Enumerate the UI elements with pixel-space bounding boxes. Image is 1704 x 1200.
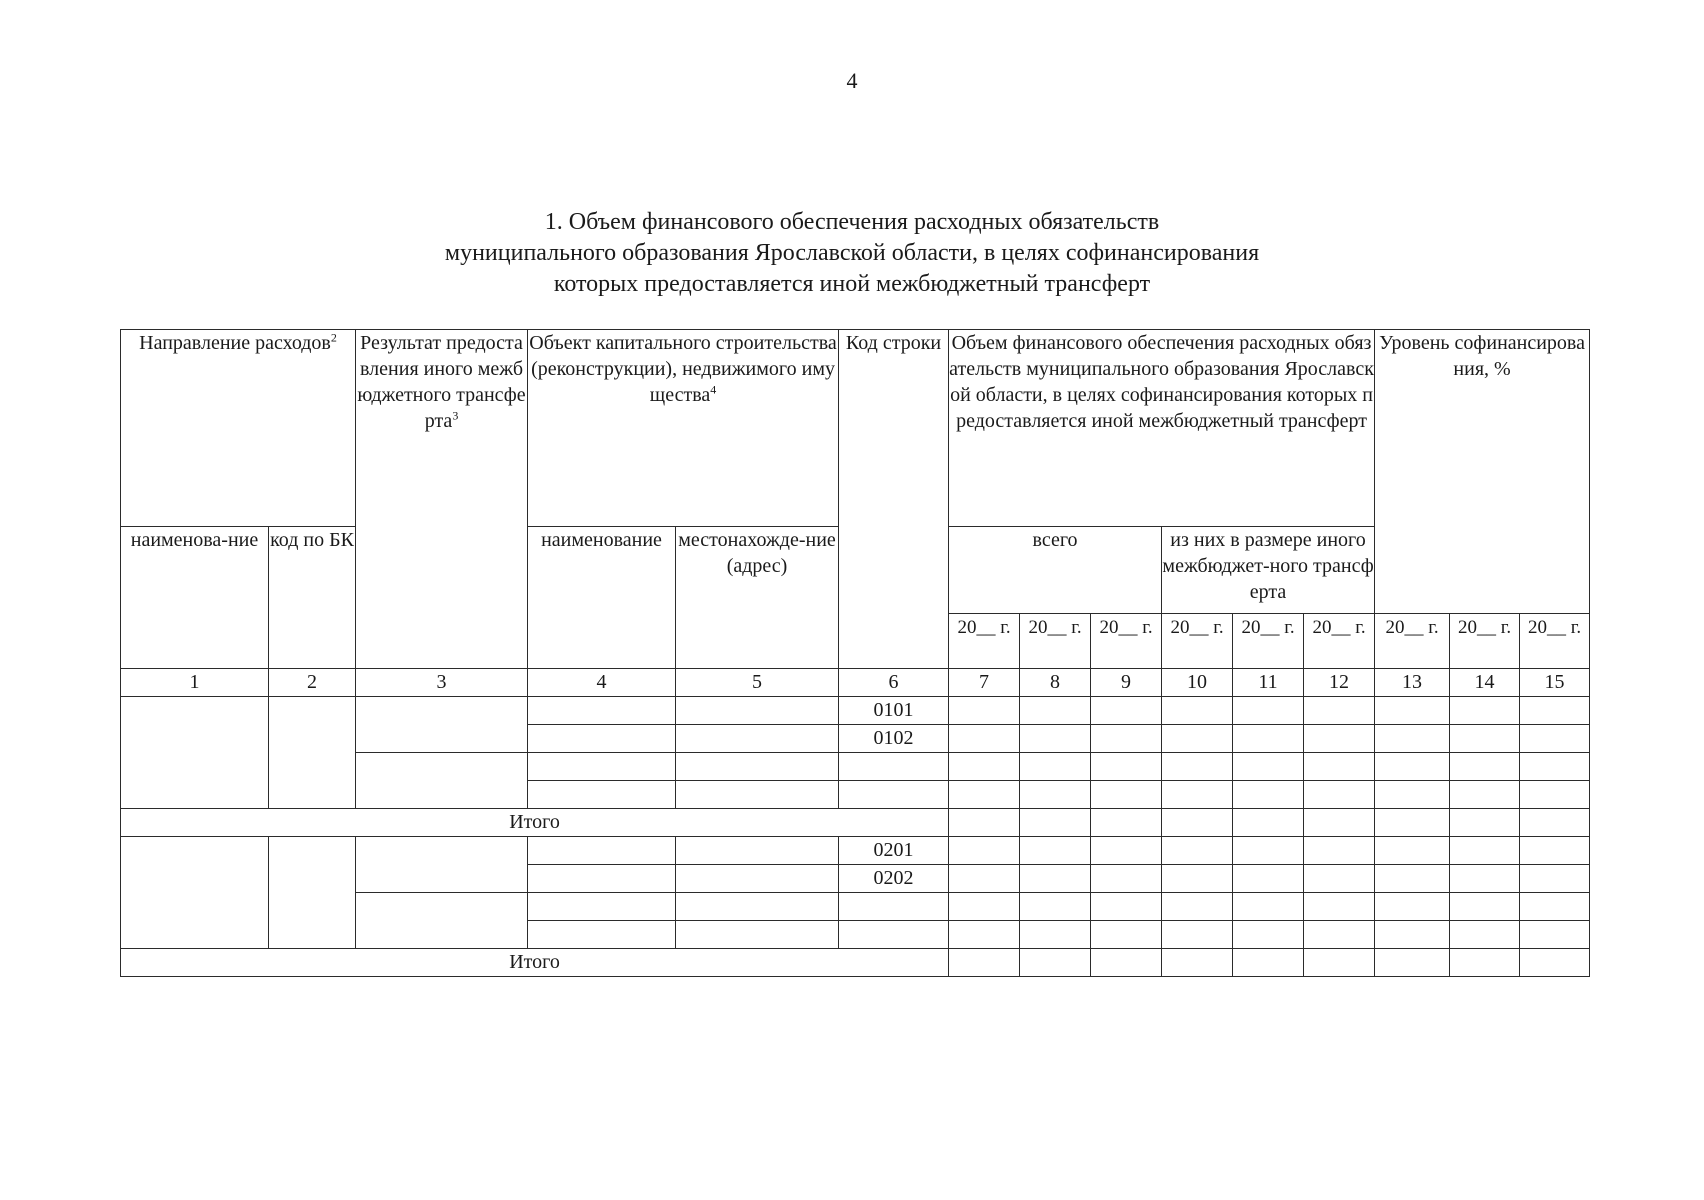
- column-number-row: [121, 669, 1590, 697]
- header-dir-code: код по БК: [269, 527, 356, 669]
- value-cell[interactable]: [1520, 837, 1590, 865]
- column-number: 6: [839, 669, 949, 697]
- table-row: [121, 697, 1590, 725]
- value-cell[interactable]: [1020, 921, 1091, 949]
- value-cell[interactable]: [1091, 809, 1162, 837]
- column-number: 2: [269, 669, 356, 697]
- obj-location-cell[interactable]: [676, 697, 839, 725]
- value-cell[interactable]: [949, 781, 1020, 809]
- value-cell[interactable]: [1162, 837, 1233, 865]
- obj-name-cell[interactable]: [528, 697, 676, 725]
- column-number: 7: [949, 669, 1020, 697]
- value-cell[interactable]: [1162, 753, 1233, 781]
- value-cell[interactable]: [1450, 753, 1520, 781]
- value-cell[interactable]: [1020, 809, 1091, 837]
- value-cell[interactable]: [1233, 893, 1304, 921]
- header-level: Уровень софинансирования, %: [1375, 330, 1590, 614]
- header-row-code: Код строки: [839, 330, 949, 669]
- obj-location-cell[interactable]: [676, 921, 839, 949]
- value-cell[interactable]: [1091, 865, 1162, 893]
- value-cell[interactable]: [1375, 865, 1450, 893]
- value-cell[interactable]: [1304, 837, 1375, 865]
- value-cell[interactable]: [1162, 697, 1233, 725]
- header-object: Объект капитального строительства (реконструкции), недвижимого имущества$^4$: [528, 330, 839, 527]
- obj-name-cell[interactable]: [528, 725, 676, 753]
- total-row: [121, 809, 1590, 837]
- value-cell[interactable]: [1162, 893, 1233, 921]
- obj-name-cell[interactable]: [528, 753, 676, 781]
- header-of-which: из них в размере иного межбюджет-ного трансферта: [1162, 527, 1375, 614]
- value-cell[interactable]: [1162, 865, 1233, 893]
- value-cell[interactable]: [1520, 697, 1590, 725]
- obj-name-cell[interactable]: [528, 837, 676, 865]
- value-cell[interactable]: [1233, 809, 1304, 837]
- value-cell[interactable]: [1020, 725, 1091, 753]
- dir-code-cell[interactable]: [269, 697, 356, 809]
- value-cell[interactable]: [1450, 921, 1520, 949]
- value-cell[interactable]: [1162, 921, 1233, 949]
- value-cell[interactable]: [949, 753, 1020, 781]
- value-cell[interactable]: [1304, 725, 1375, 753]
- value-cell[interactable]: [1233, 753, 1304, 781]
- value-cell[interactable]: [1233, 697, 1304, 725]
- result-cell[interactable]: [356, 753, 528, 809]
- header-volume: Объем финансового обеспечения расходных обязательств муниципального образования Ярославской области, в целях софинансирования которых предоставляется иной межбюджетный трансферт: [949, 330, 1375, 527]
- value-cell[interactable]: [1020, 865, 1091, 893]
- total-row: [121, 949, 1590, 977]
- value-cell[interactable]: [1020, 753, 1091, 781]
- row-code-cell[interactable]: [839, 781, 949, 809]
- year-header: 20__ г.: [949, 614, 1020, 669]
- value-cell[interactable]: [1375, 837, 1450, 865]
- row-code-cell[interactable]: [839, 753, 949, 781]
- value-cell[interactable]: [1304, 781, 1375, 809]
- value-cell[interactable]: [1091, 697, 1162, 725]
- value-cell[interactable]: [1375, 753, 1450, 781]
- value-cell[interactable]: [1450, 865, 1520, 893]
- value-cell[interactable]: [1091, 837, 1162, 865]
- column-number: 3: [356, 669, 528, 697]
- value-cell[interactable]: [949, 893, 1020, 921]
- year-header: 20__ г.: [1304, 614, 1375, 669]
- value-cell[interactable]: [1304, 949, 1375, 977]
- value-cell[interactable]: [1091, 893, 1162, 921]
- column-number: 10: [1162, 669, 1233, 697]
- value-cell[interactable]: [1091, 949, 1162, 977]
- value-cell[interactable]: [1375, 949, 1450, 977]
- obj-name-cell[interactable]: [528, 921, 676, 949]
- value-cell[interactable]: [1375, 725, 1450, 753]
- page-number: 4: [846, 68, 858, 93]
- section-title: [0, 207, 1704, 300]
- value-cell[interactable]: [1304, 893, 1375, 921]
- value-cell[interactable]: [949, 921, 1020, 949]
- value-cell[interactable]: [1304, 809, 1375, 837]
- value-cell[interactable]: [1304, 865, 1375, 893]
- year-header: 20__ г.: [1375, 614, 1450, 669]
- value-cell[interactable]: [1233, 921, 1304, 949]
- year-header: 20__ г.: [1162, 614, 1233, 669]
- total-label: Итого: [121, 809, 949, 837]
- dir-name-cell[interactable]: [121, 697, 269, 809]
- result-cell[interactable]: [356, 893, 528, 949]
- obj-location-cell[interactable]: [676, 725, 839, 753]
- value-cell[interactable]: [949, 809, 1020, 837]
- value-cell[interactable]: [1091, 921, 1162, 949]
- obj-name-cell[interactable]: [528, 865, 676, 893]
- header-dir-name: наименова-ние: [121, 527, 269, 669]
- obj-location-cell[interactable]: [676, 837, 839, 865]
- year-header: 20__ г.: [1233, 614, 1304, 669]
- table-row: [121, 837, 1590, 865]
- value-cell[interactable]: [1162, 781, 1233, 809]
- value-cell[interactable]: [1450, 893, 1520, 921]
- title-line: муниципального образования Ярославской области, в целях софинансирования: [444, 240, 1260, 266]
- value-cell[interactable]: [1520, 781, 1590, 809]
- value-cell[interactable]: [1091, 753, 1162, 781]
- result-cell[interactable]: [356, 837, 528, 893]
- value-cell[interactable]: [949, 837, 1020, 865]
- row-code: 0102: [839, 725, 949, 753]
- obj-name-cell[interactable]: [528, 893, 676, 921]
- column-number: 11: [1233, 669, 1304, 697]
- value-cell[interactable]: [1162, 725, 1233, 753]
- value-cell[interactable]: [1304, 753, 1375, 781]
- value-cell[interactable]: [1091, 725, 1162, 753]
- value-cell[interactable]: [1450, 949, 1520, 977]
- column-number: 4: [528, 669, 676, 697]
- value-cell[interactable]: [1020, 893, 1091, 921]
- obj-name-cell[interactable]: [528, 781, 676, 809]
- value-cell[interactable]: [1520, 865, 1590, 893]
- value-cell[interactable]: [1450, 837, 1520, 865]
- obj-location-cell[interactable]: [676, 893, 839, 921]
- value-cell[interactable]: [1375, 893, 1450, 921]
- value-cell[interactable]: [949, 949, 1020, 977]
- row-code-cell[interactable]: [839, 893, 949, 921]
- value-cell[interactable]: [1162, 809, 1233, 837]
- value-cell[interactable]: [1020, 837, 1091, 865]
- column-number: 1: [121, 669, 269, 697]
- obj-location-cell[interactable]: [676, 753, 839, 781]
- header-direction: Направление расходов$^2$: [121, 330, 356, 527]
- value-cell[interactable]: [1520, 753, 1590, 781]
- value-cell[interactable]: [1450, 725, 1520, 753]
- value-cell[interactable]: [1020, 697, 1091, 725]
- value-cell[interactable]: [949, 725, 1020, 753]
- year-header: 20__ г.: [1020, 614, 1091, 669]
- row-code: 0201: [839, 837, 949, 865]
- header-obj-name: наименование: [528, 527, 676, 669]
- header-total: всего: [949, 527, 1162, 614]
- title-line: которых предоставляется иной межбюджетный трансферт: [553, 271, 1151, 297]
- value-cell[interactable]: [1520, 725, 1590, 753]
- header-obj-location: местонахожде-ние (адрес): [676, 527, 839, 669]
- header-result: Результат предоставления иного межбюджетного трансферта$^3$: [356, 330, 528, 669]
- value-cell[interactable]: [1233, 837, 1304, 865]
- dir-name-cell[interactable]: [121, 837, 269, 949]
- value-cell[interactable]: [1020, 781, 1091, 809]
- column-number: 13: [1375, 669, 1450, 697]
- value-cell[interactable]: [1520, 949, 1590, 977]
- row-code-cell[interactable]: [839, 921, 949, 949]
- row-code: 0101: [839, 697, 949, 725]
- value-cell[interactable]: [1304, 921, 1375, 949]
- value-cell[interactable]: [1304, 697, 1375, 725]
- value-cell[interactable]: [949, 697, 1020, 725]
- column-number: 12: [1304, 669, 1375, 697]
- row-code: 0202: [839, 865, 949, 893]
- value-cell[interactable]: [1520, 893, 1590, 921]
- column-number: 9: [1091, 669, 1162, 697]
- year-header: 20__ г.: [1520, 614, 1590, 669]
- value-cell[interactable]: [1450, 697, 1520, 725]
- value-cell[interactable]: [1375, 809, 1450, 837]
- value-cell[interactable]: [949, 865, 1020, 893]
- value-cell[interactable]: [1162, 949, 1233, 977]
- result-cell[interactable]: [356, 697, 528, 753]
- obj-location-cell[interactable]: [676, 781, 839, 809]
- year-header: 20__ г.: [1091, 614, 1162, 669]
- value-cell[interactable]: [1520, 809, 1590, 837]
- column-number: 8: [1020, 669, 1091, 697]
- column-number: 14: [1450, 669, 1520, 697]
- year-header: 20__ г.: [1450, 614, 1520, 669]
- value-cell[interactable]: [1450, 781, 1520, 809]
- value-cell[interactable]: [1020, 949, 1091, 977]
- value-cell[interactable]: [1091, 781, 1162, 809]
- total-label: Итого: [121, 949, 949, 977]
- value-cell[interactable]: [1375, 697, 1450, 725]
- value-cell[interactable]: [1375, 781, 1450, 809]
- obj-location-cell[interactable]: [676, 865, 839, 893]
- value-cell[interactable]: [1233, 865, 1304, 893]
- column-number: 15: [1520, 669, 1590, 697]
- value-cell[interactable]: [1233, 949, 1304, 977]
- column-number: 5: [676, 669, 839, 697]
- value-cell[interactable]: [1233, 725, 1304, 753]
- dir-code-cell[interactable]: [269, 837, 356, 949]
- value-cell[interactable]: [1450, 809, 1520, 837]
- value-cell[interactable]: [1233, 781, 1304, 809]
- value-cell[interactable]: [1375, 921, 1450, 949]
- financing-table: [120, 329, 1590, 977]
- title-line: 1. Объем финансового обеспечения расходных обязательств: [544, 209, 1160, 235]
- value-cell[interactable]: [1520, 921, 1590, 949]
